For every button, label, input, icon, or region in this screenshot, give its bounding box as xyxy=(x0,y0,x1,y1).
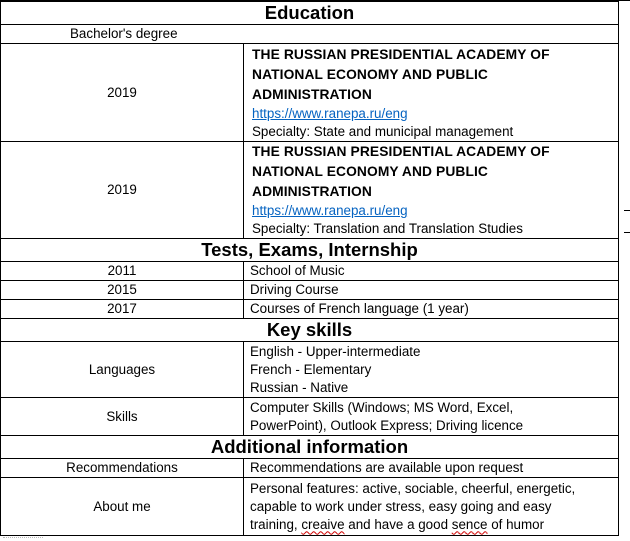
language-item: English - Upper-intermediate xyxy=(250,343,421,359)
test-description: School of Music xyxy=(244,262,619,281)
about-line: Personal features: active, sociable, cheerful, energetic, xyxy=(250,480,576,496)
degree-label: Bachelor's degree xyxy=(1,25,619,44)
section-header-row xyxy=(1,436,619,459)
margin-marker xyxy=(624,210,630,211)
institution-name-line: ADMINISTRATION xyxy=(252,86,372,102)
education-details xyxy=(244,44,619,142)
cv-table xyxy=(0,1,619,536)
skills-heading: Key skills xyxy=(1,319,619,342)
about-line: training, creaive and have a good sence of humor xyxy=(250,516,545,532)
recommendations-text: Recommendations are available upon request xyxy=(244,459,619,478)
page-corner-hint xyxy=(3,537,43,541)
language-item: French - Elementary xyxy=(250,361,372,377)
education-heading: Education xyxy=(1,2,619,25)
table-row xyxy=(1,459,619,478)
table-row xyxy=(1,478,619,536)
section-header-row xyxy=(1,319,619,342)
section-header-row xyxy=(1,2,619,25)
institution-link[interactable]: https://www.ranepa.ru/eng xyxy=(252,105,408,121)
institution-name-line: THE RUSSIAN PRESIDENTIAL ACADEMY OF xyxy=(252,144,550,159)
table-row xyxy=(1,398,619,436)
skills-line: PowerPoint), Outlook Express; Driving licence xyxy=(250,417,524,433)
institution-name-line: NATIONAL ECONOMY AND PUBLIC xyxy=(252,164,488,179)
institution-name-line: NATIONAL ECONOMY AND PUBLIC xyxy=(252,66,488,82)
language-item: Russian - Native xyxy=(250,379,349,395)
about-me-text xyxy=(244,478,619,536)
skills-label: Skills xyxy=(1,398,244,436)
table-row xyxy=(1,300,619,319)
specialty-text: Specialty: Translation and Translation Studies xyxy=(252,221,523,236)
test-year: 2017 xyxy=(1,300,244,319)
recommendations-label: Recommendations xyxy=(1,459,244,478)
table-row xyxy=(1,25,619,44)
education-details xyxy=(244,142,619,239)
tests-heading: Tests, Exams, Internship xyxy=(1,239,619,262)
section-header-row xyxy=(1,239,619,262)
additional-heading: Additional information xyxy=(1,436,619,459)
test-year: 2011 xyxy=(1,262,244,281)
skills-text xyxy=(244,398,619,436)
education-year: 2019 xyxy=(1,142,244,239)
test-year: 2015 xyxy=(1,281,244,300)
languages-list xyxy=(244,342,619,398)
table-row xyxy=(1,281,619,300)
table-row xyxy=(1,342,619,398)
institution-name-line: ADMINISTRATION xyxy=(252,184,372,199)
margin-marker xyxy=(624,232,630,233)
about-line: capable to work under stress, easy going and easy xyxy=(250,498,552,514)
table-row xyxy=(1,262,619,281)
education-entry-row xyxy=(1,44,619,142)
institution-name-line: THE RUSSIAN PRESIDENTIAL ACADEMY OF xyxy=(252,46,550,62)
education-year: 2019 xyxy=(1,44,244,142)
misspelled-word: sence xyxy=(451,516,488,532)
test-description: Courses of French language (1 year) xyxy=(244,300,619,319)
misspelled-word: creaive xyxy=(301,516,345,532)
languages-label: Languages xyxy=(1,342,244,398)
specialty-text: Specialty: State and municipal management xyxy=(252,123,514,139)
test-description: Driving Course xyxy=(244,281,619,300)
institution-link[interactable]: https://www.ranepa.ru/eng xyxy=(252,203,408,218)
education-entry-row xyxy=(1,142,619,239)
about-me-label: About me xyxy=(1,478,244,536)
skills-line: Computer Skills (Windows; MS Word, Excel, xyxy=(250,399,514,415)
